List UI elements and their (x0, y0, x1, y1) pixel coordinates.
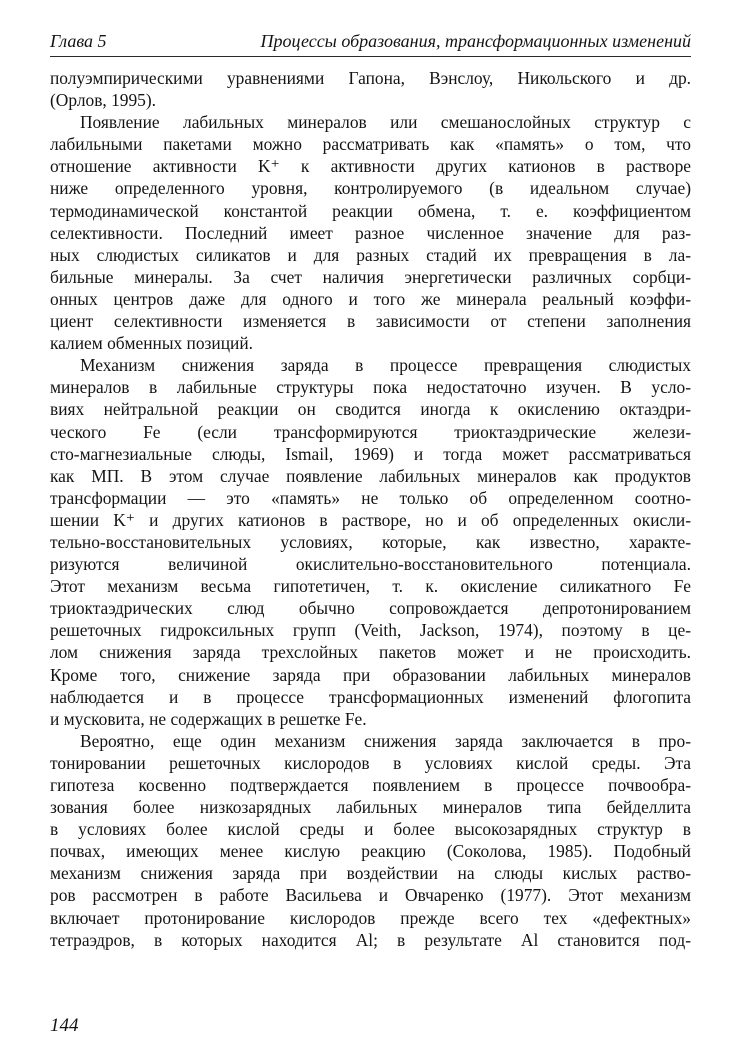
text-line: решеточных гидроксильных групп (Veith, Jackson, 1974), поэтому в це- (50, 620, 691, 641)
running-header (50, 30, 691, 57)
page (50, 30, 691, 951)
text-line: виях нейтральной реакции он сводится иногда к окислению октаэдри- (50, 399, 691, 420)
text-line: в условиях более кислой среды и более высокозарядных структур в (50, 819, 691, 840)
text-line: термодинамической константой реакции обмена, т. е. коэффициентом (50, 200, 691, 221)
text-line: ров рассмотрен в работе Васильева и Овчаренко (1977). Этот механизм (50, 885, 691, 906)
running-title: Процессы образования, трансформационных изменений (260, 31, 691, 51)
text-line: наблюдается и в процессе трансформационных изменений флогопита (50, 686, 691, 707)
text-line: зования более низкозарядных лабильных минералов типа бейделлита (50, 797, 691, 818)
text-line: онных центров даже для одного и того же минерала реальный коэффи- (50, 288, 691, 309)
text-line: почвах, имеющих менее кислую реакцию (Соколова, 1985). Подобный (50, 841, 691, 862)
text-line: шении K⁺ и других катионов в растворе, но и об определенных окисли- (50, 509, 691, 530)
paragraph (50, 354, 691, 730)
text-line: ризуются величиной окислительно-восстановительного потенциала. (50, 554, 691, 575)
text-line: сто-магнезиальные слюды, Ismail, 1969) и тогда может рассматриваться (50, 443, 691, 464)
text-line: триоктаэдрических слюд обычно сопровождается депротонированием (50, 598, 691, 619)
text-line: бильные минералы. За счет наличия энергетически различных сорбци- (50, 266, 691, 287)
text-line: минералов в лабильные структуры пока недостаточно изучен. В усло- (50, 377, 691, 398)
text-line: тонировании решеточных кислородов в условиях кислой среды. Эта (50, 752, 691, 773)
text-line: тельно-восстановительных условиях, которые, как известно, характе- (50, 531, 691, 552)
text-line: отношение активности K⁺ к активности других катионов в растворе (50, 156, 691, 177)
paragraph (50, 730, 691, 951)
text-line: селективности. Последний имеет разное численное значение для раз- (50, 222, 691, 243)
text-line: лабильными пакетами можно рассматривать как «память» о том, что (50, 134, 691, 155)
text-line: трансформации — это «память» не только об определенном соотно- (50, 487, 691, 508)
paragraph (50, 67, 691, 111)
text-line: ных слюдистых силикатов и для разных стадий их превращения в ла- (50, 244, 691, 265)
text-line: Появление лабильных минералов или смешанослойных структур с (80, 112, 691, 133)
text-line: механизм снижения заряда при воздействии на слюды кислых раство- (50, 863, 691, 884)
text-line: Механизм снижения заряда в процессе превращения слюдистых (80, 355, 691, 376)
text-line: как МП. В этом случае появление лабильных минералов как продуктов (50, 465, 691, 486)
text-line: включает протонирование кислородов прежде всего тех «дефектных» (50, 907, 691, 928)
text-line: калием обменных позиций. (50, 333, 253, 354)
text-line: ческого Fe (если трансформируются триоктаэдрические желези- (50, 421, 691, 442)
text-line: Вероятно, еще один механизм снижения заряда заключается в про- (80, 730, 691, 751)
text-line: и мусковита, не содержащих в решетке Fe. (50, 708, 367, 729)
text-line: тетраэдров, в которых находится Al; в результате Al становится под- (50, 929, 691, 950)
paragraph (50, 111, 691, 354)
chapter-label: Глава 5 (50, 31, 107, 51)
text-line: лом снижения заряда трехслойных пакетов может и не происходить. (50, 642, 691, 663)
text-line: ниже определенного уровня, контролируемого (в идеальном случае) (50, 178, 691, 199)
text-line: полуэмпирическими уравнениями Гапона, Вэнслоу, Никольского и др. (50, 68, 691, 88)
page-number: 144 (50, 1015, 79, 1036)
text-line: Кроме того, снижение заряда при образовании лабильных минералов (50, 664, 691, 685)
text-line: Этот механизм весьма гипотетичен, т. к. окисление силикатного Fe (50, 576, 691, 597)
text-line: циент селективности изменяется в зависимости от степени заполнения (50, 311, 691, 332)
text-line: (Орлов, 1995). (50, 90, 157, 111)
text-line: гипотеза косвенно подтверждается появлением в процессе почвообра- (50, 775, 691, 795)
body-text (50, 67, 691, 951)
